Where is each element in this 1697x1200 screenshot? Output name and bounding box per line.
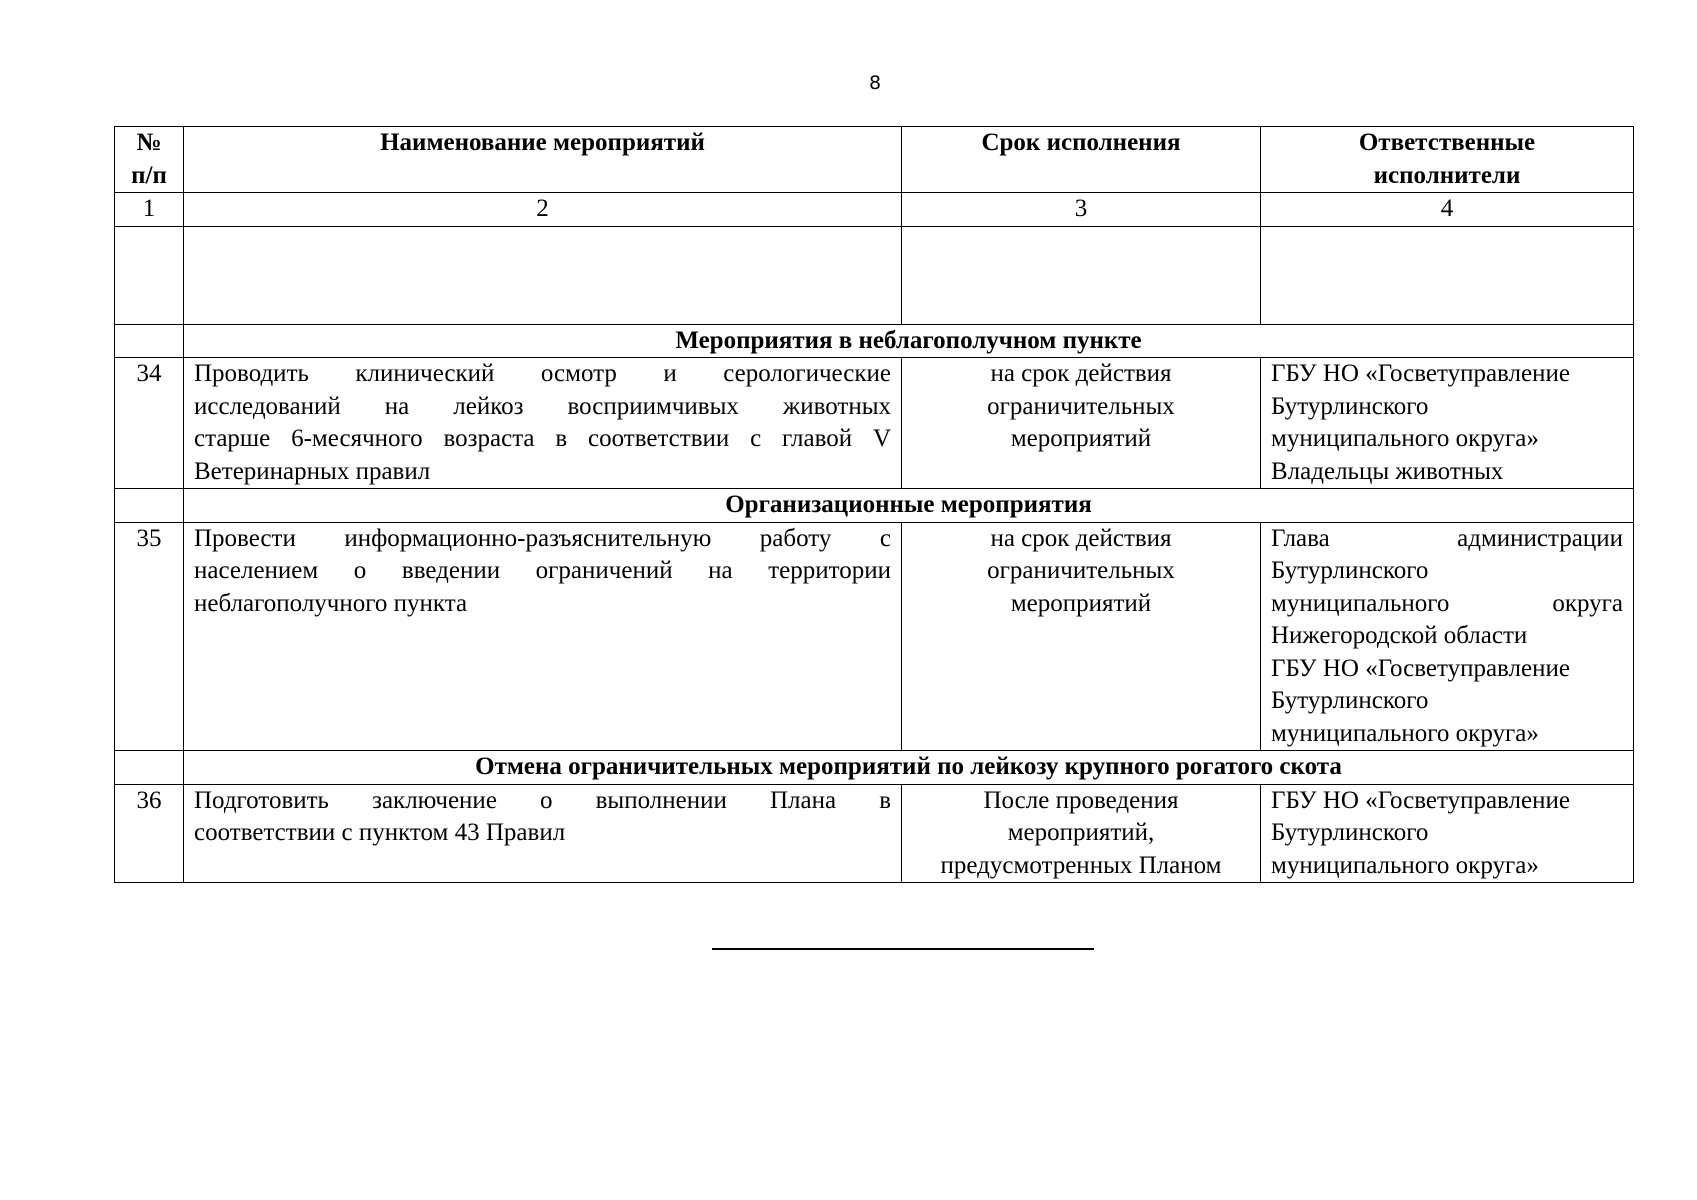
text-line: Нижегородской области (1271, 622, 1528, 649)
text-line: Глава администрации (1271, 524, 1623, 552)
section-num-cell (115, 324, 184, 358)
activity-term (902, 784, 1261, 883)
text-line: Бутурлинского (1271, 819, 1429, 846)
text-line: Ветеринарных правил (194, 457, 431, 485)
header-responsible (1261, 127, 1634, 193)
row-number: 35 (115, 522, 184, 751)
section-row (115, 489, 1634, 523)
activity-name (184, 784, 902, 883)
header-num-line: № (136, 129, 162, 156)
activity-plan-table (114, 126, 1634, 883)
table-row (115, 522, 1634, 751)
text-line: населением о введении ограничений на территории (194, 557, 891, 584)
column-number: 1 (115, 193, 184, 227)
table-row (115, 358, 1634, 489)
text-line: муниципального округа» (1271, 719, 1539, 747)
empty-cell (902, 226, 1261, 324)
header-num (115, 127, 184, 193)
activity-responsible (1261, 358, 1634, 489)
text-line: Проводить клинический осмотр и серологические (194, 360, 891, 387)
text-line: Бутурлинского (1271, 557, 1429, 584)
table-row (115, 784, 1634, 883)
section-title: Организационные мероприятия (184, 489, 1634, 523)
text-line: на срок действия (990, 524, 1172, 552)
text-line: мероприятий (1010, 425, 1152, 452)
text-line: муниципального округа (1271, 589, 1623, 617)
row-number: 34 (115, 358, 184, 489)
text-line: исследований на лейкоз восприимчивых животных (194, 392, 891, 420)
text-line: муниципального округа» (1271, 851, 1539, 879)
text-line: Провести информационно-разъяснительную работу с (194, 524, 891, 552)
section-row (115, 751, 1634, 785)
text-line: на срок действия (990, 360, 1172, 387)
row-number: 36 (115, 784, 184, 883)
section-title: Отмена ограничительных мероприятий по лейкозу крупного рогатого скота (184, 751, 1634, 785)
column-number: 2 (184, 193, 902, 227)
text-line: ГБУ НО «Госветуправление (1271, 360, 1570, 387)
empty-row (115, 226, 1634, 324)
column-number: 3 (902, 193, 1261, 227)
column-number: 4 (1261, 193, 1634, 227)
activity-term (902, 358, 1261, 489)
text-line: ограничительных (987, 392, 1175, 420)
section-row (115, 324, 1634, 358)
activity-responsible (1261, 784, 1634, 883)
text-line: мероприятий (1010, 589, 1152, 617)
header-responsible-line: Ответственные (1358, 129, 1536, 156)
section-title: Мероприятия в неблагополучном пункте (184, 324, 1634, 358)
section-num-cell (115, 489, 184, 523)
empty-cell (1261, 226, 1634, 324)
page-number: 8 (868, 72, 882, 94)
activity-name (184, 522, 902, 751)
header-term: Срок исполнения (902, 127, 1261, 193)
text-line: ГБУ НО «Госветуправление (1271, 786, 1570, 814)
text-line: Бутурлинского (1271, 687, 1429, 714)
text-line: муниципального округа» (1271, 425, 1539, 452)
empty-cell (184, 226, 902, 324)
text-line: Владельцы животных (1271, 457, 1504, 485)
activity-name (184, 358, 902, 489)
text-line: неблагополучного пункта (194, 589, 468, 617)
text-line: После проведения (983, 786, 1179, 814)
header-responsible-line: исполнители (1373, 161, 1521, 189)
activity-term (902, 522, 1261, 751)
table-header-row (115, 127, 1634, 193)
text-line: мероприятий, (1007, 819, 1155, 846)
text-line: Бутурлинского (1271, 392, 1429, 420)
activity-responsible (1261, 522, 1634, 751)
text-line: соответствии с пунктом 43 Правил (194, 819, 566, 846)
section-num-cell (115, 751, 184, 785)
text-line: предусмотренных Планом (940, 851, 1222, 879)
text-line: ГБУ НО «Госветуправление (1271, 654, 1570, 682)
empty-cell (115, 226, 184, 324)
text-line: старше 6-месячного возраста в соответствии с главой V (194, 425, 891, 452)
header-num-line: п/п (131, 161, 167, 189)
header-name: Наименование мероприятий (184, 127, 902, 193)
text-line: Подготовить заключение о выполнении Плана в (194, 786, 891, 814)
text-line: ограничительных (987, 557, 1175, 584)
column-number-row (115, 193, 1634, 227)
end-of-document-rule (712, 948, 1094, 950)
